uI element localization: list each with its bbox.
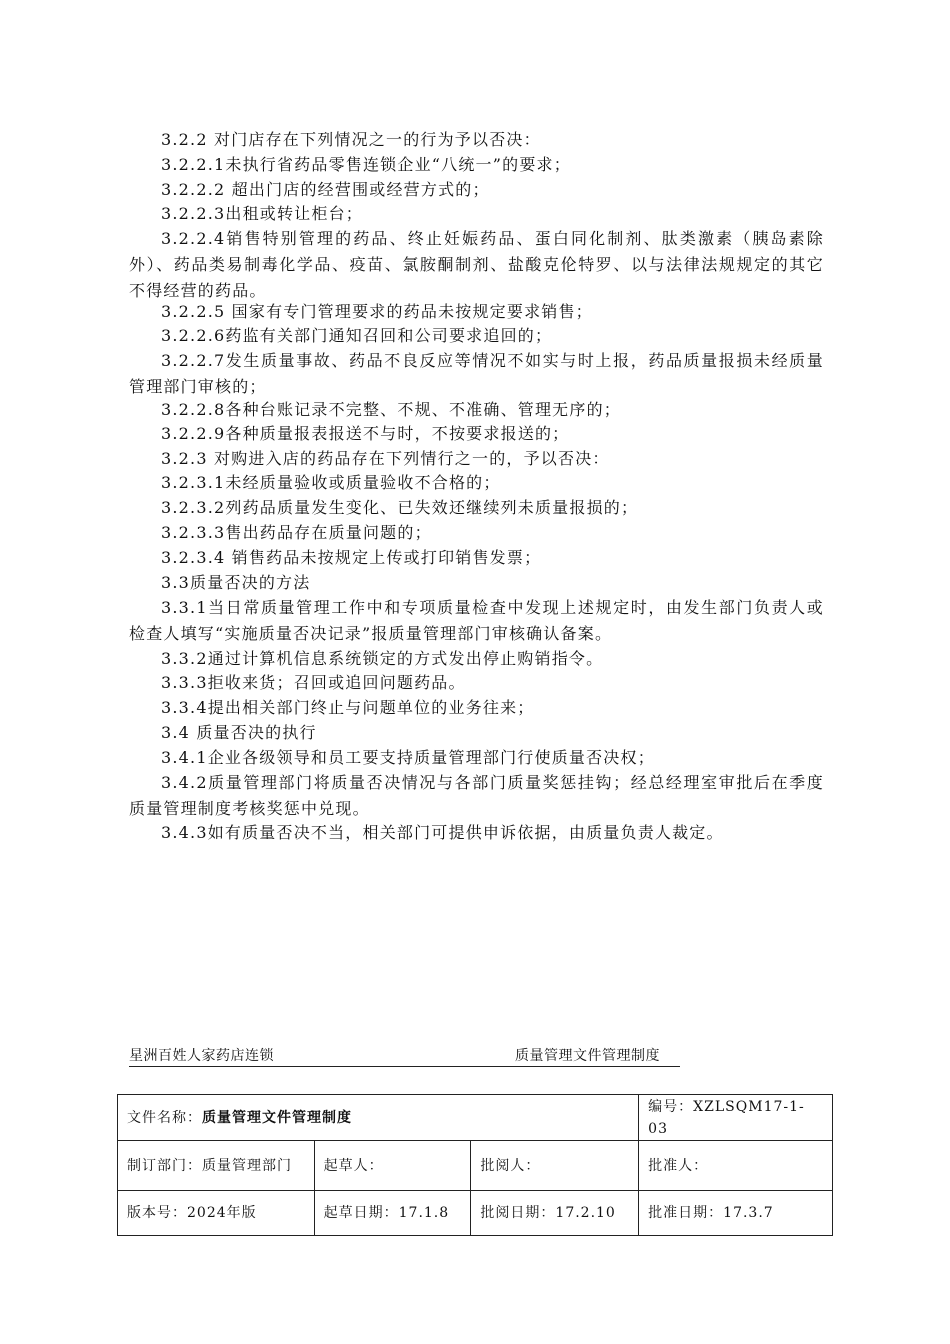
paragraph-3-2-3: 3.2.3 对购进入店的药品存在下列情行之一的，予以否决： bbox=[161, 449, 610, 468]
paragraph-3-2-2-9: 3.2.2.9各种质量报表报送不与时，不按要求报送的； bbox=[161, 424, 570, 443]
paragraph-3-2-2-6: 3.2.2.6药监有关部门通知召回和公司要求追回的； bbox=[161, 326, 553, 345]
paragraph-3-2-2-4: 3.2.2.4销售特别管理的药品、终止妊娠药品、蛋白同化制剂、肽类激素（胰岛素除外）、药品类易制毒化学品、疫苗、氯胺酮制剂、盐酸克伦特罗、以与法律法规规定的其它不得经营的药品。 bbox=[129, 229, 824, 300]
document-type: 质量管理文件管理制度 bbox=[515, 1048, 660, 1064]
paragraph-3-4-3: 3.4.3如有质量否决不当，相关部门可提供申诉依据，由质量负责人裁定。 bbox=[161, 823, 724, 842]
dept-cell: 制订部门：质量管理部门 bbox=[118, 1141, 315, 1191]
paragraph-3-4-1: 3.4.1企业各级领导和员工要支持质量管理部门行使质量否决权； bbox=[161, 748, 655, 767]
paragraph-3-2-2-2: 3.2.2.2 超出门店的经营围或经营方式的； bbox=[161, 180, 490, 199]
paragraph-3-2-2: 3.2.2 对门店存在下列情况之一的行为予以否决： bbox=[161, 130, 541, 149]
paragraph-3-2-2-1: 3.2.2.1未执行省药品零售连锁企业“八统一”的要求； bbox=[161, 155, 571, 174]
heading-3-3: 3.3质量否决的方法 bbox=[161, 573, 311, 592]
company-name: 星洲百姓人家药店连锁 bbox=[129, 1048, 274, 1064]
paragraph-3-2-3-1: 3.2.3.1未经质量验收或质量验收不合格的； bbox=[161, 473, 501, 492]
draft-date-cell: 起草日期：17.1.8 bbox=[314, 1191, 471, 1236]
paragraph-3-2-2-8: 3.2.2.8各种台账记录不完整、不规、不准确、管理无序的； bbox=[161, 400, 621, 419]
paragraph-3-3-1: 3.3.1当日常质量管理工作中和专项质量检查中发现上述规定时，由发生部门负责人或检查人填写“实施质量否决记录”报质量管理部门审核确认备案。 bbox=[129, 598, 824, 643]
paragraph-3-3-2: 3.3.2通过计算机信息系统锁定的方式发出停止购销指令。 bbox=[161, 649, 604, 668]
paragraph-3-2-3-4: 3.2.3.4 销售药品未按规定上传或打印销售发票； bbox=[161, 548, 542, 567]
heading-3-4: 3.4 质量否决的执行 bbox=[161, 723, 317, 742]
paragraph-3-4-2: 3.4.2质量管理部门将质量否决情况与各部门质量奖惩挂钩；经总经理室审批后在季度质量管理制度考核奖惩中兑现。 bbox=[129, 773, 824, 818]
paragraph-3-3-3: 3.3.3拒收来货；召回或追回问题药品。 bbox=[161, 673, 466, 692]
paragraph-3-3-4: 3.3.4提出相关部门终止与问题单位的业务往来； bbox=[161, 698, 535, 717]
info-row-title bbox=[118, 1095, 833, 1141]
info-row-dates bbox=[118, 1191, 833, 1236]
paragraph-3-2-2-3: 3.2.2.3出租或转让柜台； bbox=[161, 204, 363, 223]
paragraph-3-2-3-2: 3.2.3.2列药品质量发生变化、已失效还继续列未质量报损的； bbox=[161, 498, 639, 517]
version-cell: 版本号：2024年版 bbox=[118, 1191, 315, 1236]
header-divider bbox=[129, 1066, 680, 1067]
paragraph-3-2-2-5: 3.2.2.5 国家有专门管理要求的药品未按规定要求销售； bbox=[161, 302, 593, 321]
reviewer-cell: 批阅人： bbox=[471, 1141, 639, 1191]
file-name-label: 文件名称： bbox=[127, 1109, 202, 1126]
file-name-value: 质量管理文件管理制度 bbox=[202, 1109, 352, 1126]
review-date-cell: 批阅日期：17.2.10 bbox=[471, 1191, 639, 1236]
drafter-cell: 起草人： bbox=[314, 1141, 471, 1191]
approver-cell: 批准人： bbox=[639, 1141, 833, 1191]
info-row-signers bbox=[118, 1141, 833, 1191]
paragraph-3-2-3-3: 3.2.3.3售出药品存在质量问题的； bbox=[161, 523, 432, 542]
approve-date-cell: 批准日期：17.3.7 bbox=[639, 1191, 833, 1236]
document-info-table bbox=[117, 1094, 833, 1236]
paragraph-3-2-2-7: 3.2.2.7发生质量事故、药品不良反应等情况不如实与时上报，药品质量报损未经质量管理部门审核的； bbox=[129, 351, 824, 396]
file-name-cell bbox=[118, 1095, 639, 1141]
doc-code: 编号：XZLSQM17-1-03 bbox=[639, 1095, 833, 1141]
